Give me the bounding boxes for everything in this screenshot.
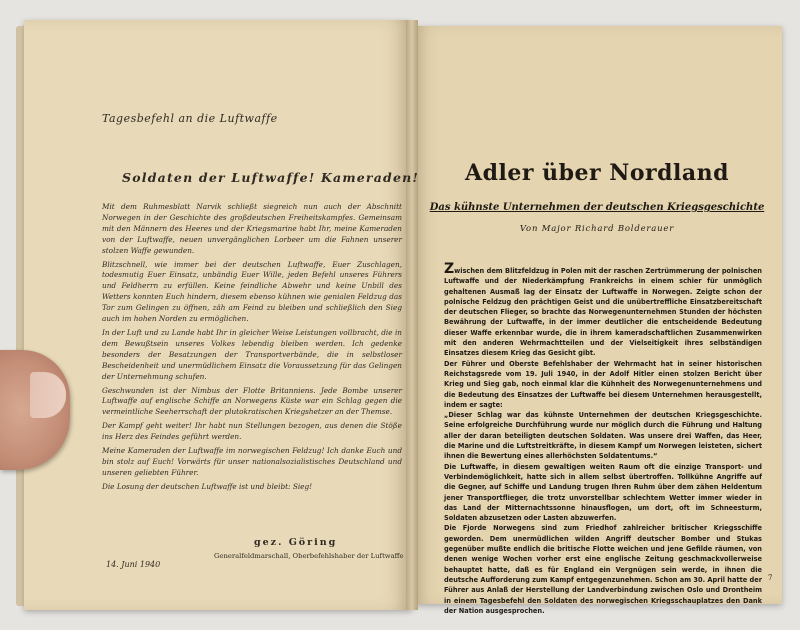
article-paragraph: Der Führer und Oberste Befehlshaber der Wehrmacht hat in seiner historischen Reichstagsrede vom 19. Juli 1940, in der Adolf Hitler einen stolzen Bericht über Krieg und Sieg gab, noch einmal klar die Kühnheit des Norwegenunternehmens und die Bedeutung des Einsatzes der Luftwaffe bei diesem Unternehmen herausgestellt, indem er sagte:: [444, 359, 762, 409]
article-paragraph: „Dieser Schlag war das kühnste Unternehmen der deutschen Kriegsgeschichte. Seine erfolgreiche Durchführung wurde nur möglich durch die Führung und Haltung aller der daran beteiligten deutschen Soldaten. Was unsere drei Waffen, das Heer, die Marine und die Luftstreitkräfte, in diesem Kampf um Norwegen leisteten, sichert ihnen die Bewertung eines allerhöchsten Soldatentums.“: [444, 411, 762, 461]
order-paragraph: Meine Kameraden der Luftwaffe im norwegischen Feldzug! Ich danke Euch und bin stolz auf Euch! Vorwärts für unser nationalsozialistisches Deutschland und unseren geliebten Führer.: [102, 446, 402, 477]
article-body: [444, 261, 762, 616]
order-paragraph: Blitzschnell, wie immer bei der deutschen Luftwaffe, Euer Zuschlagen, todesmutig Euer Einsatz, unbändig Euer Wille, jeden Befehl unseres Führers und Feldherrn zu erfüllen. Keine feindliche Abwehr und keine Unbill des Wetters konnten Euch hindern, diesem ebenso kühnen wie genialen Feldzug das Tor zum Gelingen zu öffnen, zäh am Feind zu bleiben und schließlich den Sieg auch im hohen Norden zu ermöglichen.: [102, 259, 402, 324]
page-number: 7: [768, 574, 773, 582]
article-paragraph: Zwischen dem Blitzfeldzug in Polen mit der raschen Zertrümmerung der polnischen Luftwaffe und der Niederkämpfung Frankreichs in einem schier für unmöglich gehaltenen Ausmaß lag der Einsatz der Luftwaffe in Norwegen. Zeigte schon der polnische Feldzug den prächtigen Geist und die unübertreffliche Einsatzbereitschaft der deutschen Flieger, so brachte das Norwegenunternehmen Stunden der höchsten Bewährung der Luftwaffe, in der immer deutlicher die entscheidende Bedeutung dieser Waffe erkennbar wurde, die in ihrem kameradschaftlichen Zusammenwirken mit den anderen Wehrmachtteilen und der Vielseitigkeit ihres selbständigen Einsatzes diesem Krieg das Gesicht gibt.: [444, 261, 762, 358]
order-paragraph: Der Kampf geht weiter! Ihr habt nun Stellungen bezogen, aus denen die Stöße ins Herz des Feindes geführt werden.: [102, 421, 402, 442]
order-body: [102, 202, 402, 496]
order-paragraph: Die Losung der deutschen Luftwaffe ist und bleibt: Sieg!: [102, 481, 313, 491]
article-author: Von Major Richard Bolderauer: [519, 224, 675, 234]
article-paragraph: Die Luftwaffe, in diesem gewaltigen weiten Raum oft die einzige Transport- und Verbindemöglichkeit, hatte sich in allem selbst übertroffen. Tollkühne Angriffe auf die Gegner, auf Schiffe und Landung trugen Ihren Ruhm über dem zähen Heldentum jener Transportflieger, die trotz unvorstellbar schlechtem Wetter immer wieder in das Land der Mitternachtssonne hinausflogen, um dort, oft im Schneesturm, Soldaten abzusetzen oder Lasten abzuwerfen.: [444, 462, 762, 523]
article-subtitle: [412, 202, 782, 213]
order-paragraph: In der Luft und zu Lande habt Ihr in gleicher Weise Leistungen vollbracht, die in dem Bewußtsein unseres Volkes lebendig bleiben werden. Ich gedenke besonders der Besatzungen der Transportverbände, die in selbstloser Bescheidenheit und unermüdlichem Einsatz die Voraussetzung für das Gelingen der Unternehmung schufen.: [102, 327, 402, 381]
order-header: Tagesbefehl an die Luftwaffe: [102, 112, 278, 125]
order-paragraph: Mit dem Ruhmesblatt Narvik schließt siegreich nun auch der Abschnitt Norwegen in der Geschichte des großdeutschen Freiheitskampfes. Gemeinsam mit den Männern des Heeres und der Kriegsmarine habt Ihr, meine Kameraden von der Luftwaffe, neuen unvergänglichen Lorbeer um die Fahnen unserer stolzen Waffe gewunden.: [102, 202, 402, 255]
article-paragraph: Die Fjorde Norwegens sind zum Friedhof zahlreicher britischer Kriegsschiffe geworden. Dem unermüdlichen wilden Angriff deutscher Bomber und Stukas gegenüber mußte endlich die britische Flotte weichen und jene Gefilde räumen, von denen wenige Wochen vorher erst eine englische Zeitung geschmackvollerweise behauptet hatte, daß es für England ein Vergnügen sein werde, in ihnen die deutsche Aufforderung zum Kampf entgegenzunehmen. Schon am 30. April hatte der Führer aus Anlaß der Herstellung der Landverbindung zwischen Oslo und Drontheim in einem Tagesbefehl den Soldaten des norwegischen Kriegsschauplatzes den Dank der Nation ausgesprochen.: [444, 524, 762, 615]
signatory-rank: Generalfeldmarschall, Oberbefehlshaber der Luftwaffe: [214, 552, 404, 560]
signature: gez. Göring: [254, 537, 338, 548]
order-paragraph: Geschwunden ist der Nimbus der Flotte Britanniens. Jede Bombe unserer Luftwaffe auf englische Schiffe an Norwegens Küste war ein Schlag gegen die vermeintliche Seeherrschaft der plutokratischen Kriegshetzer an der Themse.: [102, 385, 402, 417]
article-title: Adler über Nordland: [465, 160, 729, 186]
article-subtitle-text: Das kühnste Unternehmen der deutschen Kriegsgeschichte: [429, 202, 765, 213]
order-date: 14. Juni 1940: [106, 560, 161, 569]
right-page-content: [412, 26, 782, 615]
salutation: Soldaten der Luftwaffe! Kameraden!: [122, 170, 420, 185]
open-booklet: [14, 20, 784, 615]
